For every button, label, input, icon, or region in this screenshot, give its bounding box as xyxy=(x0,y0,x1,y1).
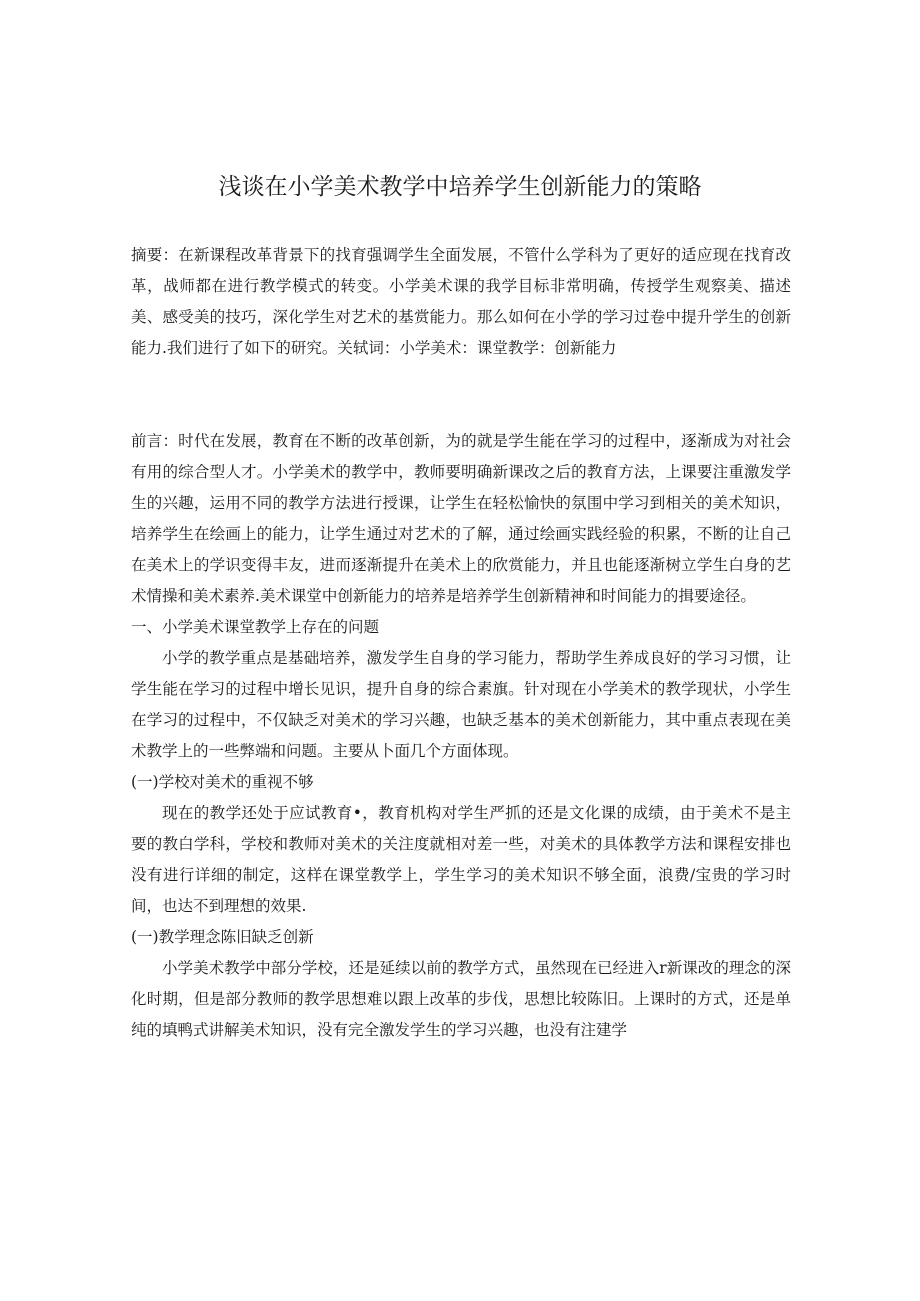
subsection-heading-1: (一)学校对美术的重视不够 xyxy=(131,773,314,791)
document-title: 浅谈在小学美术教学中培养学生创新能力的策略 xyxy=(218,174,702,200)
subsection-2-paragraph: 小学美术教学中部分学校，还是延续以前的教学方式，虽然现在已经进入r新课改的理念的深化时期，但是部分教师的教学思想难以跟上改革的步伐，思想比较陈旧。上课时的方式，还是单纯的填鸭式讲解美术知识，没有完全激发学生的学习兴趣，也没有注建学 xyxy=(131,959,791,1039)
preface-paragraph: 前言：时代在发展，教育在不断的改革创新，为的就是学生能在学习的过程中，逐渐成为对社会有用的综合型人才。小学美术的教学中，教师要明确新课改之后的教育方法，上课要注重激发学生的兴趣，运用不同的教学方法进行授课，让学生在轻松愉快的氛围中学习到相关的美术知识，培养学生在绘画上的能力，让学生通过对艺术的了解，通过绘画实践经验的积累，不断的让自己在美术上的学识变得丰友，进而逐渐提升在美术上的欣赏能力，并且也能逐渐树立学生白身的艺术情操和美术素养.美术课堂中创新能力的培养是培养学生创新精神和时间能力的揖要途径。 xyxy=(131,432,791,605)
subsection-heading-2: (一)教学理念陈旧缺乏创新 xyxy=(131,928,314,946)
section-heading-1: 一、小学美术课堂教学上存在的问题 xyxy=(131,618,380,636)
abstract-paragraph: 摘要：在新课程改革背景下的找育强调学生全面发展，不管什么学科为了更好的适应现在找育改革，战师都在进行教学模式的转变。小学美术课的我学目标非常明确，传授学生观察美、描述美、感受美的技巧，深化学生对艺术的基赏能力。那么如何在小学的学习过卷中提升学生的创新能力.我们进行了如下的研究。关轼词：小学美术：课堂教学：创新能力 xyxy=(131,246,791,357)
subsection-1-paragraph: 现在的教学还处于应试教育•，教育机构对学生严抓的还是文化课的成绩，由于美术不是主要的教白学科，学校和教师对美术的关注度就相对差一些，对美术的具体教学方法和课程安排也没有进行详细的制定，这样在课堂教学上，学生学习的美术知识不够全面，浪费/宝贵的学习时间，也达不到理想的效果. xyxy=(131,804,791,915)
section-1-paragraph: 小学的教学重点是基础培养，激发学生自身的学习能力，帮助学生养成良好的学习习惯，让学生能在学习的过程中增长见识，提升自身的综合素旗。针对现在小学美术的教学现状，小学生在学习的过程中，不仅缺乏对美术的学习兴趣，也缺乏基本的美术创新能力，其中重点表现在美术教学上的一些弊端和问题。主要从卜面几个方面体现。 xyxy=(131,649,791,760)
document-body xyxy=(131,240,791,1046)
